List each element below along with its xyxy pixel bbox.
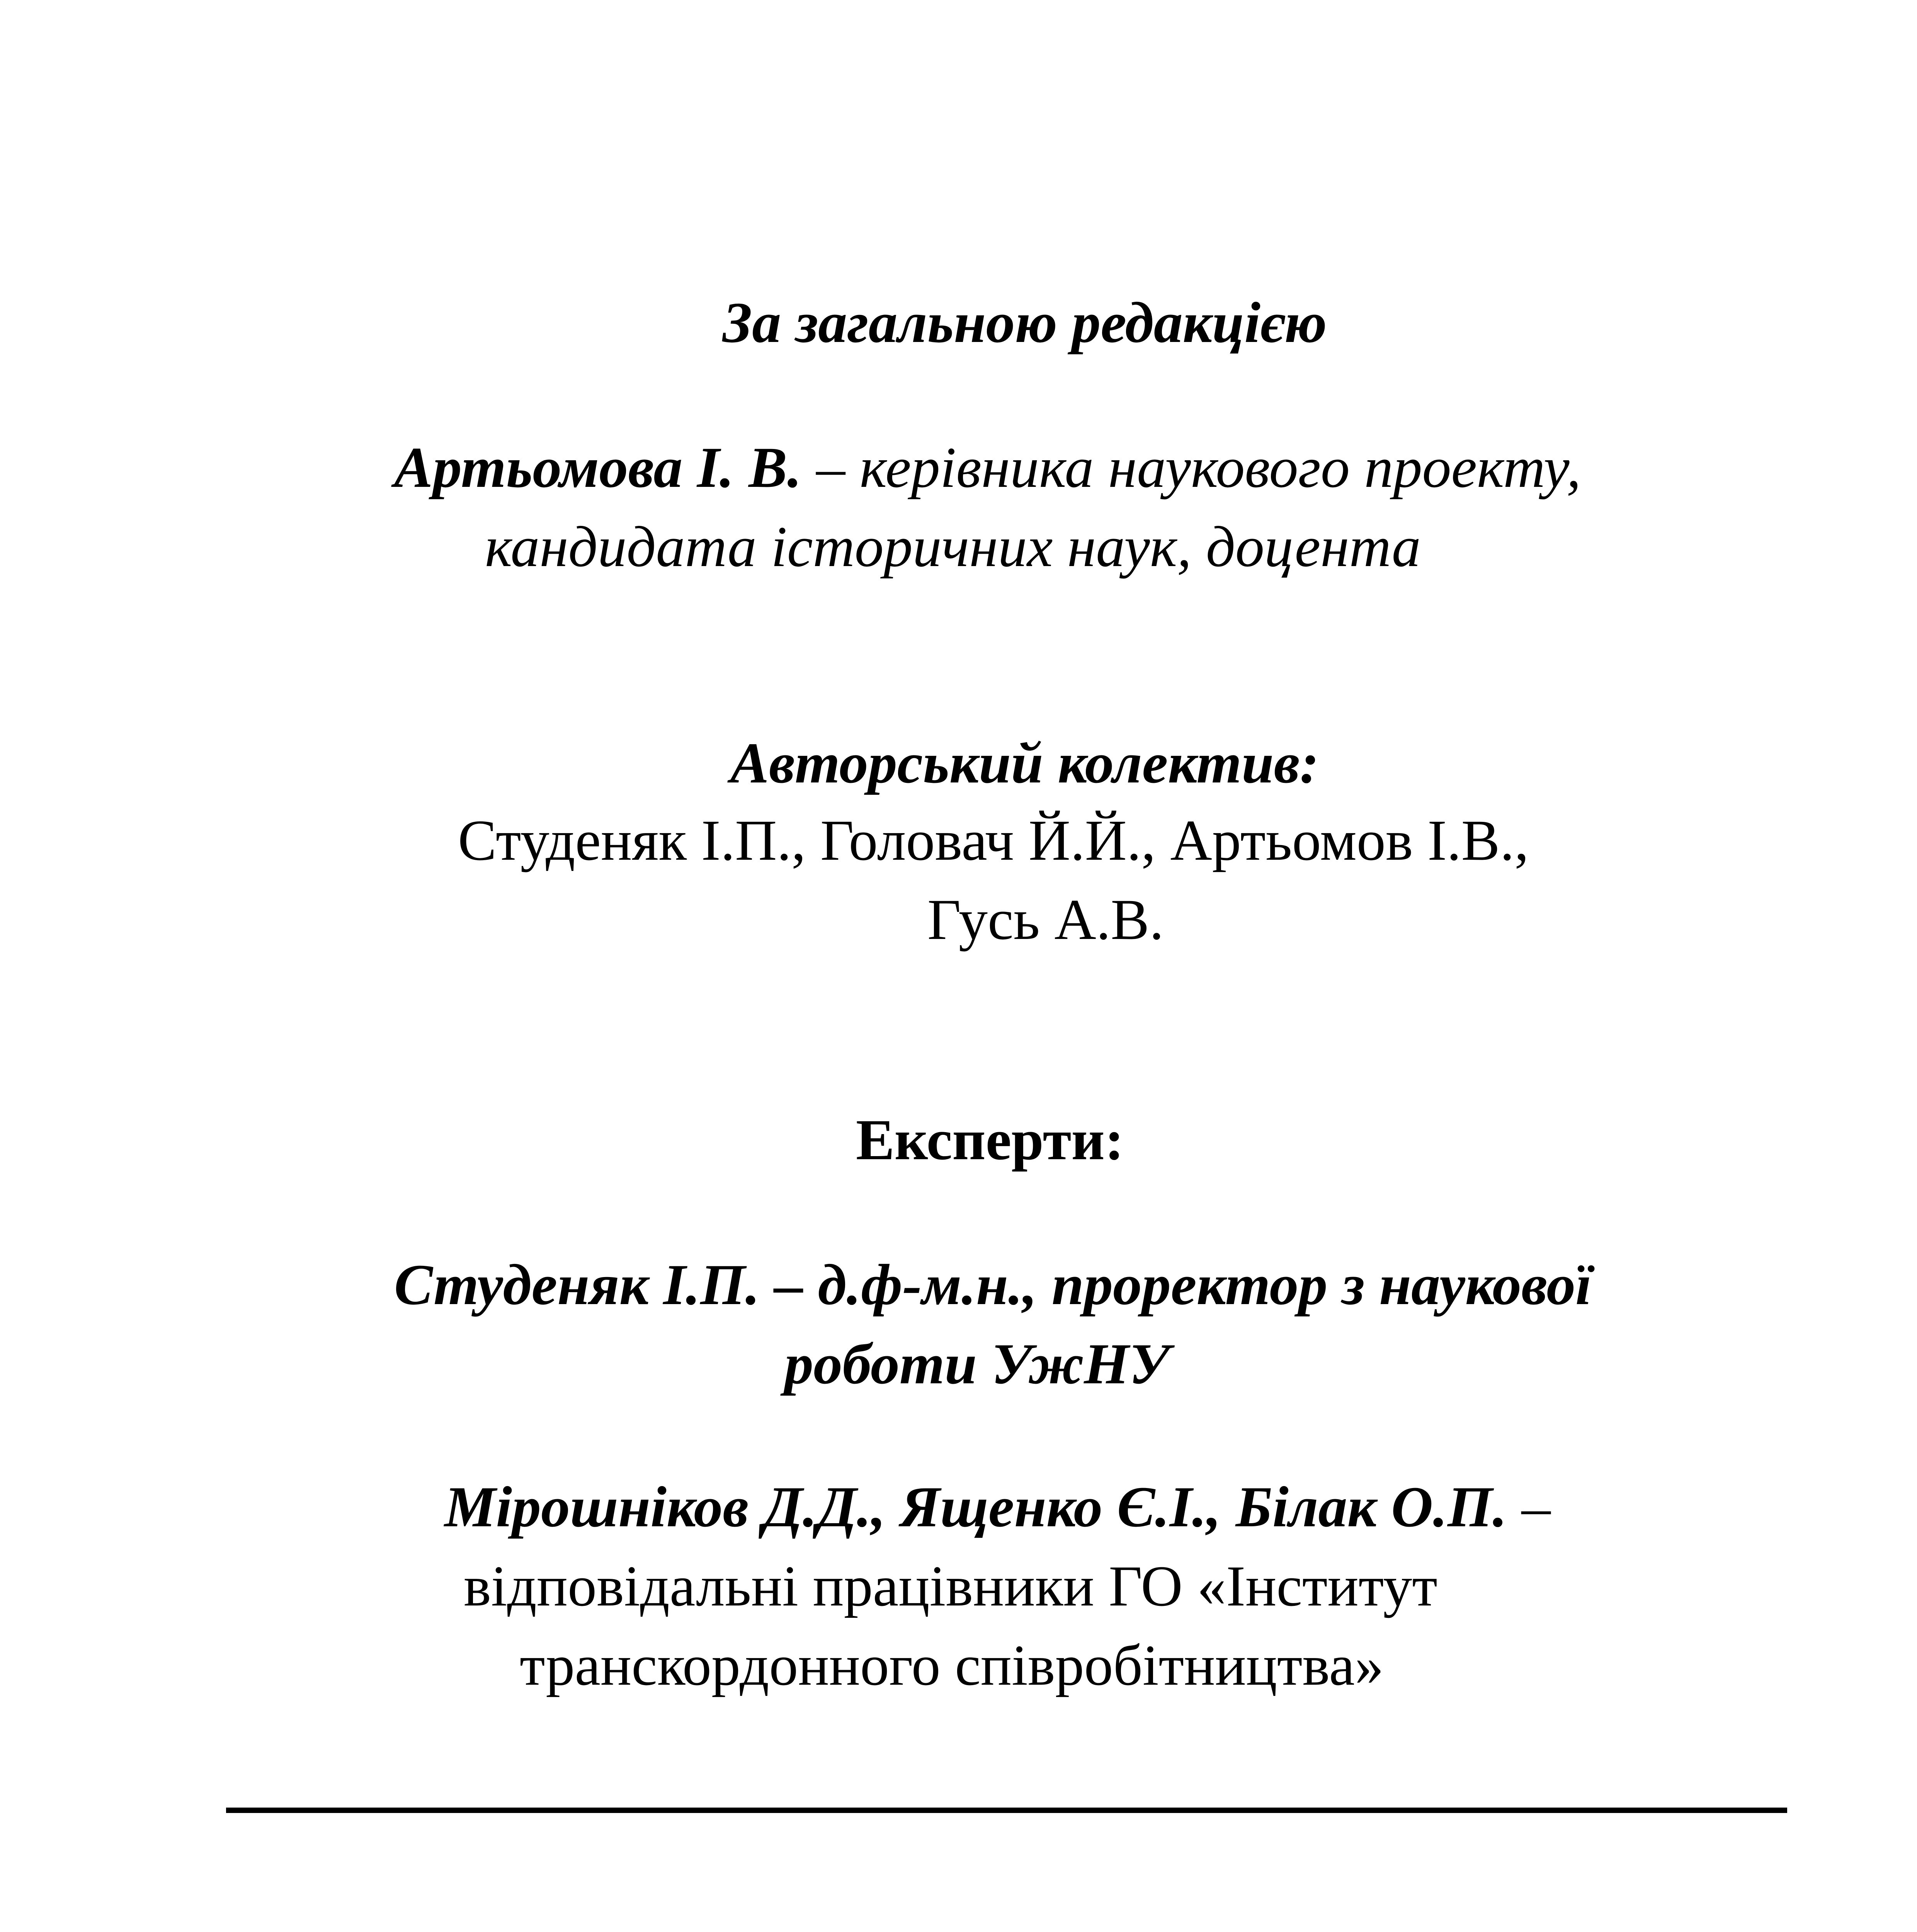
editor-credentials: кандидата історичних наук, доцента	[485, 515, 1421, 579]
expert-dash: –	[1507, 1475, 1551, 1539]
experts-heading: Експерти:	[856, 1108, 1124, 1172]
horizontal-divider	[226, 1808, 1787, 1813]
editor-name: Артьомова І. В.	[394, 435, 802, 500]
expert-entry-line	[444, 1475, 1551, 1539]
authors-list-line: Студеняк І.П., Головач Й.Й., Артьомов І.В.,	[458, 808, 1529, 872]
editor-heading: За загальною редакцією	[723, 291, 1327, 355]
authors-list-line: Гусь А.В.	[927, 888, 1164, 952]
editor-line	[394, 435, 1581, 500]
expert-names: Мірошніков Д.Д., Ященко Є.І., Білак О.П.	[444, 1475, 1507, 1539]
expert-entry-line: Студеняк І.П. – д.ф-м.н., проректор з наукової	[394, 1253, 1592, 1317]
authors-heading: Авторський колектив:	[730, 731, 1319, 795]
expert-entry-line: відповідальні працівники ГО «Інститут	[464, 1554, 1437, 1618]
expert-entry-line: роботи УжНУ	[784, 1332, 1170, 1396]
expert-entry-line: транскордонного співробітництва»	[520, 1633, 1384, 1697]
editor-role: – керівника наукового проекту,	[801, 435, 1581, 500]
